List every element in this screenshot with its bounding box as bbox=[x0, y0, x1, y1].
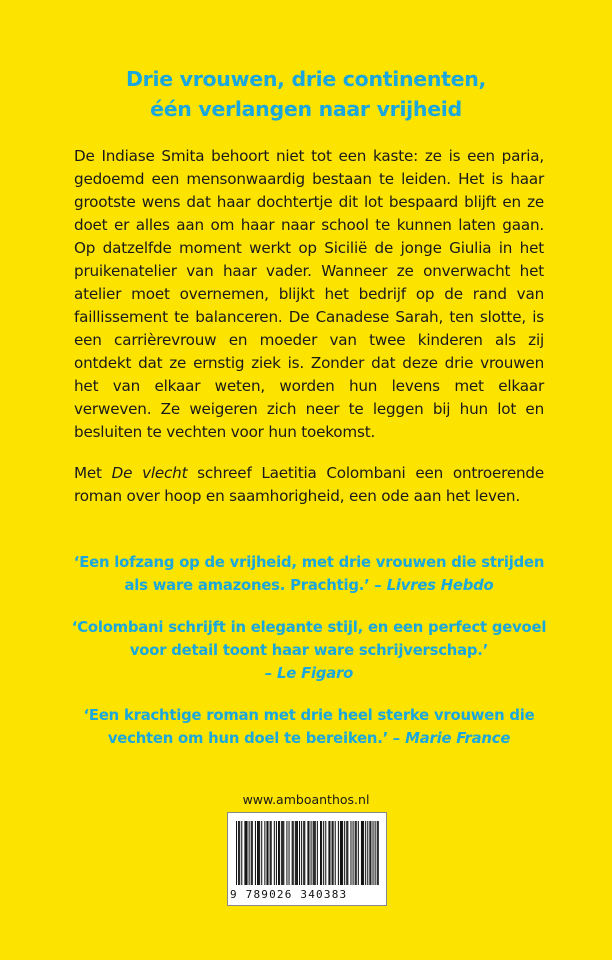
barcode-bar bbox=[261, 821, 262, 885]
barcode-bar bbox=[276, 821, 277, 885]
barcode-bar bbox=[333, 821, 334, 885]
barcode-bar bbox=[308, 821, 309, 885]
barcode-bar bbox=[335, 821, 336, 885]
barcode-bar bbox=[257, 821, 258, 885]
barcode-bar bbox=[373, 821, 374, 885]
barcode-bar bbox=[346, 821, 347, 885]
barcode-bar bbox=[264, 821, 265, 885]
barcode-bar bbox=[249, 821, 250, 885]
barcode-bar bbox=[367, 821, 368, 885]
blurb-paragraph-2-rest: schreef Laetitia Colombani een ontroerende roman over hoop en saamhorigheid, een ode aan het leven. bbox=[74, 464, 544, 505]
barcode-bar bbox=[340, 821, 341, 885]
barcode-bar bbox=[283, 821, 284, 885]
review-quote-source: – Livres Hebdo bbox=[374, 577, 494, 594]
barcode-bar bbox=[377, 821, 378, 885]
review-quote-text: ‘Een krachtige roman met drie heel sterke vrouwen die vechten om hun doel te bereiken.’ bbox=[83, 707, 535, 747]
barcode-bar bbox=[251, 821, 252, 885]
blurb-paragraph-2 bbox=[74, 462, 544, 508]
barcode-bar bbox=[320, 821, 321, 885]
barcode-bar bbox=[356, 821, 357, 885]
barcode-bar bbox=[301, 821, 302, 885]
barcode-bar bbox=[299, 821, 300, 885]
barcode-bar bbox=[236, 821, 237, 885]
barcode-bar bbox=[332, 821, 333, 885]
barcode-bar bbox=[296, 821, 297, 885]
barcode-bar bbox=[363, 821, 364, 885]
review-quote bbox=[70, 704, 548, 750]
barcode-bar bbox=[361, 821, 362, 885]
barcode-bar bbox=[303, 821, 304, 885]
barcode-bar bbox=[266, 821, 267, 885]
barcode-bar bbox=[358, 821, 359, 885]
barcode-bar bbox=[314, 821, 315, 885]
barcode-bar bbox=[375, 821, 376, 885]
blurb-paragraph-1: De Indiase Smita behoort niet tot een kaste: ze is een paria, gedoemd een mensonwaardig bestaan te leiden. Het is haar grootste wens dat haar dochtertje dit lot bespaard blijft en ze doet er alles aan om haar naar school te kunnen laten gaan. Op datzelfde moment werkt op Sicilië de jonge Giulia in het pruikenatelier van haar vader. Wanneer ze onverwacht het atelier moet overnemen, blijkt het bedrijf op de rand van faillissement te balanceren. De Canadese Sarah, ten slotte, is een carrièrevrouw en moeder van twee kinderen als zij ontdekt dat ze ernstig ziek is. Zonder dat deze drie vrouwen het van elkaar weten, worden hun levens met elkaar verweven. Ze weigeren zich neer te leggen bij hun lot en besluiten te vechten voor hun toekomst. bbox=[74, 147, 544, 441]
barcode-bar bbox=[281, 821, 282, 885]
barcode-bar bbox=[342, 821, 343, 885]
barcode-bar bbox=[274, 821, 275, 885]
review-quote-text: ‘Colombani schrijft in elegante stijl, en een perfect gevoel voor detail toont haar ware schrijverschap.’ bbox=[71, 619, 547, 659]
headline-line-2: één verlangen naar vrijheid bbox=[150, 97, 462, 121]
barcode-bar bbox=[238, 821, 239, 885]
barcode-bar bbox=[362, 821, 363, 885]
barcode-bar bbox=[350, 821, 351, 885]
barcode-bar bbox=[271, 821, 272, 885]
barcode-bar bbox=[323, 821, 324, 885]
blurb-paragraph-2-intro: Met bbox=[74, 464, 112, 482]
barcode-bar bbox=[321, 821, 322, 885]
barcode-bar bbox=[239, 821, 240, 885]
review-quote-source: – Marie France bbox=[393, 730, 511, 747]
barcode-bar bbox=[370, 821, 371, 885]
barcode-bar bbox=[315, 821, 316, 885]
barcode-bar bbox=[244, 821, 245, 885]
review-quotes bbox=[70, 551, 548, 769]
barcode-bar bbox=[378, 821, 379, 885]
barcode-bar bbox=[241, 821, 242, 885]
barcode-bar bbox=[255, 821, 256, 885]
barcode-bar bbox=[245, 821, 246, 885]
barcode-bar bbox=[268, 821, 269, 885]
barcode-bar bbox=[292, 821, 293, 885]
headline-line-1: Drie vrouwen, drie continenten, bbox=[125, 67, 487, 91]
barcode-bar bbox=[313, 821, 314, 885]
barcode-bar bbox=[341, 821, 342, 885]
barcode-bar bbox=[311, 821, 312, 885]
barcode-bar bbox=[293, 821, 294, 885]
barcode-bar bbox=[353, 821, 354, 885]
barcode-bar bbox=[365, 821, 366, 885]
barcode-bar bbox=[307, 821, 308, 885]
barcode-bar bbox=[289, 821, 290, 885]
barcode-bar bbox=[297, 821, 298, 885]
barcode-bar bbox=[259, 821, 260, 885]
publisher-url: www.amboanthos.nl bbox=[242, 792, 370, 807]
review-quote bbox=[70, 551, 548, 597]
barcode-bar bbox=[270, 821, 271, 885]
barcode-bar bbox=[347, 821, 348, 885]
barcode-bar bbox=[258, 821, 259, 885]
isbn-barcode bbox=[227, 812, 387, 906]
review-quote bbox=[70, 616, 548, 685]
barcode-bar bbox=[252, 821, 253, 885]
blurb bbox=[74, 145, 544, 526]
barcode-bar bbox=[247, 821, 248, 885]
isbn-number: 9 789026 340383 bbox=[230, 888, 348, 901]
barcode-bar bbox=[328, 821, 329, 885]
barcode-bar bbox=[279, 821, 280, 885]
barcode-bar bbox=[344, 821, 345, 885]
barcode-bar bbox=[295, 821, 296, 885]
barcode-bar bbox=[338, 821, 339, 885]
barcode-bar bbox=[325, 821, 326, 885]
barcode-bar bbox=[286, 821, 287, 885]
barcode-bar bbox=[304, 821, 305, 885]
barcode-bar bbox=[329, 821, 330, 885]
review-quote-source: – Le Figaro bbox=[264, 665, 354, 682]
headline bbox=[0, 64, 612, 124]
barcode-bar bbox=[282, 821, 283, 885]
book-title: De vlecht bbox=[111, 464, 188, 482]
barcode-bar bbox=[317, 821, 318, 885]
barcode-bar bbox=[278, 821, 279, 885]
barcode-bar bbox=[369, 821, 370, 885]
barcode-bar bbox=[355, 821, 356, 885]
review-quote-text: ‘Een lofzang op de vrijheid, met drie vrouwen die strijden als ware amazones. Prachtig.’ bbox=[73, 554, 545, 594]
